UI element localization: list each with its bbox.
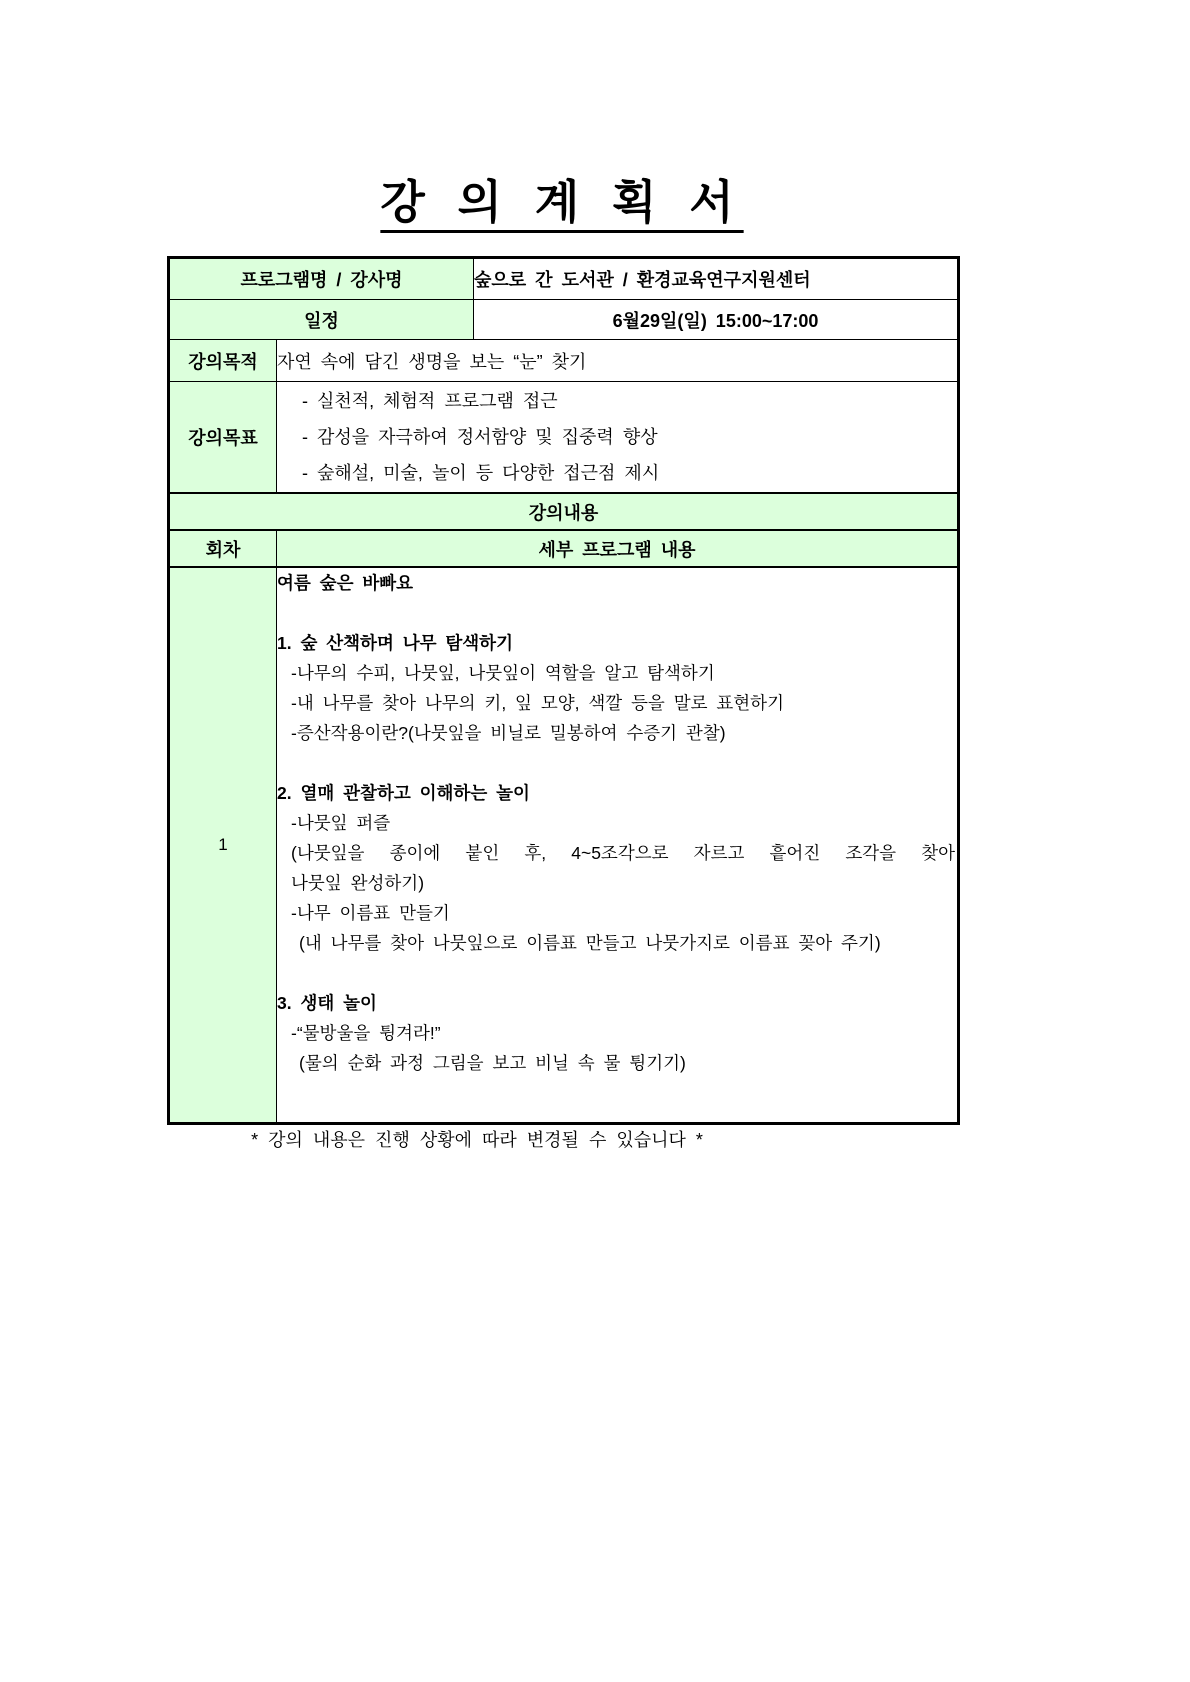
content-line: -나무 이름표 만들기 bbox=[291, 903, 450, 923]
session-column-header: 회차 bbox=[169, 530, 277, 567]
session-content bbox=[277, 567, 959, 1124]
page-title bbox=[167, 166, 957, 232]
detail-column-header: 세부 프로그램 내용 bbox=[277, 530, 959, 567]
blank-line bbox=[277, 598, 957, 628]
table-row bbox=[169, 340, 959, 382]
table-row bbox=[169, 300, 959, 340]
content-line: -나뭇잎 퍼즐 bbox=[291, 813, 391, 833]
goal-item: - 실천적, 체험적 프로그램 접근 bbox=[302, 391, 558, 411]
content-section-header: 강의내용 bbox=[169, 493, 959, 530]
program-name-value: 숲으로 간 도서관 / 환경교육연구지원센터 bbox=[474, 258, 959, 300]
program-name-label: 프로그램명 / 강사명 bbox=[169, 258, 474, 300]
content-line: -“물방울을 튕겨라!” bbox=[291, 1023, 441, 1043]
purpose-label: 강의목적 bbox=[169, 340, 277, 382]
goal-label: 강의목표 bbox=[169, 382, 277, 494]
content-line: 3. 생태 놀이 bbox=[277, 993, 377, 1013]
session-number: 1 bbox=[169, 567, 277, 1124]
content-line: 나뭇잎 완성하기) bbox=[291, 873, 425, 893]
content-line: (나뭇잎을 종이에 붙인 후, 4~5조각으로 자르고 흩어진 조각을 찾아 bbox=[291, 843, 956, 863]
content-line: -증산작용이란?(나뭇잎을 비닐로 밀봉하여 수증기 관찰) bbox=[291, 723, 726, 743]
page-title-text: 강 의 계 획 서 bbox=[380, 176, 744, 228]
goal-item: - 숲해설, 미술, 놀이 등 다양한 접근점 제시 bbox=[302, 463, 660, 483]
table-row bbox=[169, 530, 959, 567]
schedule-value: 6월29일(일) 15:00~17:00 bbox=[474, 300, 959, 340]
blank-line bbox=[277, 958, 957, 988]
content-line: -나무의 수피, 나뭇잎, 나뭇잎이 역할을 알고 탐색하기 bbox=[291, 663, 715, 683]
goal-item: - 감성을 자극하여 정서함양 및 집중력 향상 bbox=[302, 427, 658, 447]
content-line: 여름 숲은 바빠요 bbox=[277, 573, 414, 593]
content-line: (내 나무를 찾아 나뭇잎으로 이름표 만들고 나뭇가지로 이름표 꽂아 주기) bbox=[299, 933, 881, 953]
lecture-plan-table bbox=[167, 256, 960, 1125]
table-row bbox=[169, 567, 959, 1124]
goal-list bbox=[277, 382, 959, 494]
table-row bbox=[169, 258, 959, 300]
purpose-value: 자연 속에 담긴 생명을 보는 “눈” 찾기 bbox=[277, 340, 959, 382]
table-row bbox=[169, 493, 959, 530]
content-line: -내 나무를 찾아 나무의 키, 잎 모양, 색깔 등을 말로 표현하기 bbox=[291, 693, 784, 713]
table-row bbox=[169, 382, 959, 494]
blank-line bbox=[277, 748, 957, 778]
footer-note: * 강의 내용은 진행 상황에 따라 변경될 수 있습니다 * bbox=[251, 1130, 703, 1150]
content-line: 1. 숲 산책하며 나무 탐색하기 bbox=[277, 633, 513, 653]
content-line: 2. 열매 관찰하고 이해하는 놀이 bbox=[277, 783, 530, 803]
schedule-label: 일정 bbox=[169, 300, 474, 340]
content-line: (물의 순화 과정 그림을 보고 비닐 속 물 튕기기) bbox=[299, 1053, 686, 1073]
